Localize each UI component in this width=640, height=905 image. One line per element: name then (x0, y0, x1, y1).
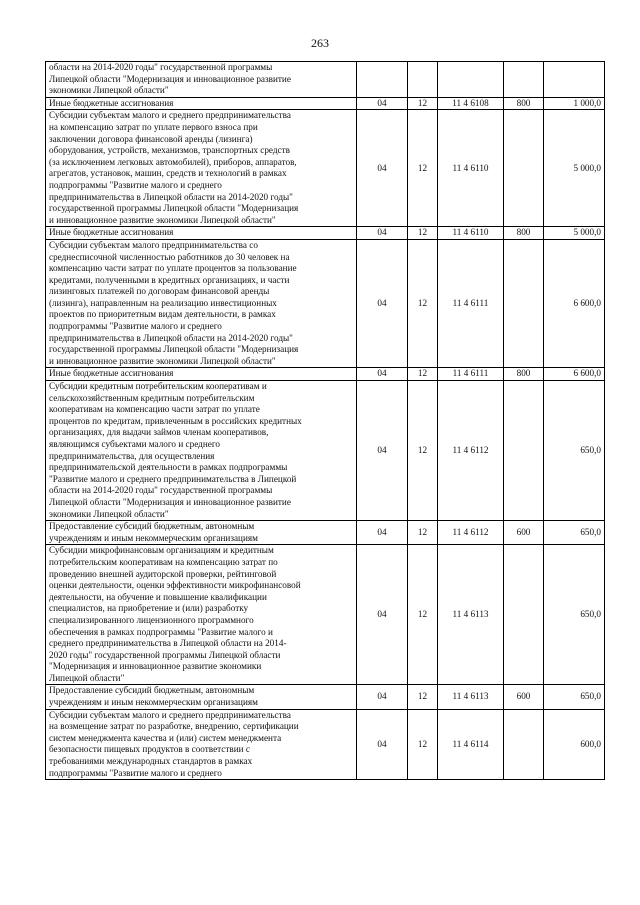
row-subsection-cell: 12 (408, 97, 438, 110)
row-subsection-cell: 12 (408, 239, 438, 368)
budget-table-body (46, 62, 605, 780)
row-subsection-cell: 12 (408, 110, 438, 227)
row-subsection-cell: 12 (408, 381, 438, 521)
row-target-cell: 11 4 6114 (438, 709, 504, 780)
table-row (46, 97, 605, 110)
table-row (46, 709, 605, 780)
row-amount-cell: 5 000,0 (544, 227, 605, 240)
row-type-cell: 600 (504, 521, 544, 545)
row-type-cell (504, 381, 544, 521)
row-subsection-cell: 12 (408, 545, 438, 685)
row-type-cell: 800 (504, 97, 544, 110)
row-name-cell: Иные бюджетные ассигнования (46, 227, 357, 240)
row-name-cell: Предоставление субсидий бюджетным, автономным учреждениям и иным некоммерческим организациям (46, 521, 357, 545)
table-row (46, 62, 605, 98)
table-row (46, 227, 605, 240)
row-section-cell: 04 (357, 685, 408, 709)
row-target-cell: 11 4 6110 (438, 110, 504, 227)
row-target-cell: 11 4 6111 (438, 368, 504, 381)
row-amount-cell (544, 62, 605, 98)
row-section-cell: 04 (357, 709, 408, 780)
row-target-cell: 11 4 6113 (438, 685, 504, 709)
row-name-cell: Предоставление субсидий бюджетным, автономным учреждениям и иным некоммерческим организациям (46, 685, 357, 709)
row-amount-cell: 6 600,0 (544, 368, 605, 381)
row-section-cell: 04 (357, 521, 408, 545)
row-section-cell: 04 (357, 239, 408, 368)
row-type-cell: 600 (504, 685, 544, 709)
row-name-cell: Субсидии субъектам малого и среднего предпринимательства на возмещение затрат по разработке, внедрению, сертификации систем менеджмента качества и (или) систем менеджмента безопасности пищевых продуктов в соответствии с требованиями международных стандартов в рамках подпрограммы "Развитие малого и среднего (46, 709, 357, 780)
row-subsection-cell: 12 (408, 709, 438, 780)
row-type-cell: 800 (504, 227, 544, 240)
row-amount-cell: 1 000,0 (544, 97, 605, 110)
row-amount-cell: 650,0 (544, 521, 605, 545)
row-type-cell: 800 (504, 368, 544, 381)
row-target-cell: 11 4 6110 (438, 227, 504, 240)
row-target-cell (438, 62, 504, 98)
row-name-cell: области на 2014-2020 годы" государственной программы Липецкой области "Модернизация и инновационное развитие экономики Липецкой области" (46, 62, 357, 98)
row-amount-cell: 650,0 (544, 545, 605, 685)
row-subsection-cell: 12 (408, 685, 438, 709)
row-subsection-cell: 12 (408, 368, 438, 381)
budget-table (45, 61, 605, 780)
row-type-cell (504, 545, 544, 685)
row-name-cell: Субсидии кредитным потребительским кооперативам и сельскохозяйственным кредитным потребительским кооперативам на компенсацию части затрат по уплате процентов по кредитам, привлеченным в российских кредитных организациях, для выдачи займов членам кооперативов, являющимся субъектами малого и среднего предпринимательства, для осуществления предпринимательской деятельности в рамках подпрограммы "Развитие малого и среднего предпринимательства в Липецкой области на 2014-2020 годы" государственной программы Липецкой области "Модернизация и инновационное развитие экономики Липецкой области" (46, 381, 357, 521)
row-section-cell: 04 (357, 545, 408, 685)
row-amount-cell: 600,0 (544, 709, 605, 780)
table-row (46, 685, 605, 709)
page-number: 263 (311, 36, 329, 50)
row-amount-cell: 650,0 (544, 381, 605, 521)
row-subsection-cell (408, 62, 438, 98)
row-section-cell: 04 (357, 110, 408, 227)
row-name-cell: Субсидии субъектам малого и среднего предпринимательства на компенсацию затрат по уплате первого взноса при заключении договора финансовой аренды (лизинга) оборудования, устройств, механизмов, транспортных средств (за исключением легковых автомобилей), приборов, аппаратов, агрегатов, установок, машин, средств и технологий в рамках подпрограммы "Развитие малого и среднего предпринимательства в Липецкой области на 2014-2020 годы" государственной программы Липецкой области "Модернизация и инновационное развитие экономики Липецкой области" (46, 110, 357, 227)
row-name-cell: Субсидии субъектам малого предпринимательства со среднесписочной численностью работников до 30 человек на компенсацию части затрат по уплате процентов за пользование кредитами, полученными в кредитных организациях, и части лизинговых платежей по договорам финансовой аренды (лизинга), направленным на реализацию инвестиционных проектов по приоритетным видам деятельности, в рамках подпрограммы "Развитие малого и среднего предпринимательства в Липецкой области на 2014-2020 годы" государственной программы Липецкой области "Модернизация и инновационное развитие экономики Липецкой области" (46, 239, 357, 368)
row-section-cell: 04 (357, 381, 408, 521)
row-type-cell (504, 709, 544, 780)
row-type-cell (504, 62, 544, 98)
row-section-cell (357, 62, 408, 98)
table-row (46, 381, 605, 521)
row-target-cell: 11 4 6108 (438, 97, 504, 110)
row-section-cell: 04 (357, 227, 408, 240)
row-type-cell (504, 110, 544, 227)
row-section-cell: 04 (357, 368, 408, 381)
table-row (46, 239, 605, 368)
row-target-cell: 11 4 6113 (438, 545, 504, 685)
row-type-cell (504, 239, 544, 368)
table-row (46, 110, 605, 227)
row-target-cell: 11 4 6112 (438, 381, 504, 521)
row-subsection-cell: 12 (408, 521, 438, 545)
row-amount-cell: 650,0 (544, 685, 605, 709)
row-section-cell: 04 (357, 97, 408, 110)
table-row (46, 521, 605, 545)
table-row (46, 545, 605, 685)
row-name-cell: Субсидии микрофинансовым организациям и кредитным потребительским кооперативам на компенсацию затрат по проведению внешней аудиторской проверки, рейтинговой оценки деятельности, оценки эффективности микрофинансовой деятельности, на обучение и повышение квалификации специалистов, на приобретение и (или) разработку специализированного лицензионного программного обеспечения в рамках подпрограммы "Развитие малого и среднего предпринимательства в Липецкой области на 2014- 2020 годы" государственной программы Липецкой области "Модернизация и инновационное развитие экономики Липецкой области" (46, 545, 357, 685)
table-row (46, 368, 605, 381)
row-subsection-cell: 12 (408, 227, 438, 240)
row-name-cell: Иные бюджетные ассигнования (46, 368, 357, 381)
row-target-cell: 11 4 6112 (438, 521, 504, 545)
row-amount-cell: 5 000,0 (544, 110, 605, 227)
row-name-cell: Иные бюджетные ассигнования (46, 97, 357, 110)
row-amount-cell: 6 600,0 (544, 239, 605, 368)
row-target-cell: 11 4 6111 (438, 239, 504, 368)
